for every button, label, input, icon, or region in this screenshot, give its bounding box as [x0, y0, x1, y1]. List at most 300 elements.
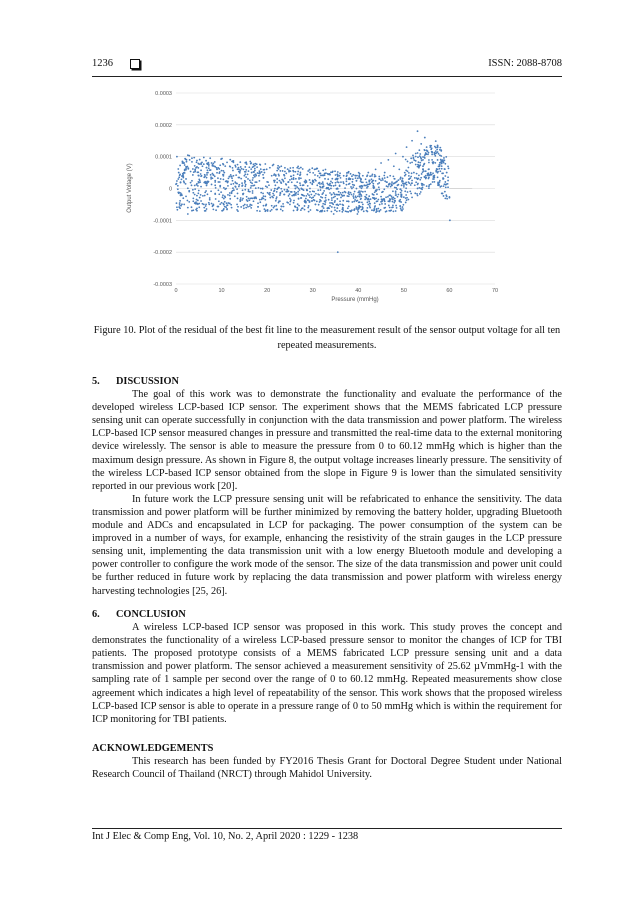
data-point	[271, 196, 273, 198]
data-point	[362, 204, 364, 206]
data-point	[262, 188, 264, 190]
data-point	[176, 202, 178, 204]
data-point	[279, 180, 281, 182]
data-point	[226, 202, 228, 204]
data-point	[179, 174, 181, 176]
data-point	[253, 171, 255, 173]
data-point	[287, 168, 289, 170]
data-point	[437, 176, 439, 178]
data-point	[273, 194, 275, 196]
data-point	[264, 199, 266, 201]
data-point	[347, 207, 349, 209]
data-point	[400, 177, 402, 179]
data-point	[354, 191, 356, 193]
data-point	[421, 184, 423, 186]
data-point	[325, 194, 327, 196]
data-point	[444, 175, 446, 177]
data-point	[190, 171, 192, 173]
data-point	[402, 178, 404, 180]
data-point	[321, 183, 323, 185]
data-point	[238, 167, 240, 169]
data-point	[260, 188, 262, 190]
data-point	[299, 182, 301, 184]
data-point	[346, 180, 348, 182]
data-point	[278, 187, 280, 189]
data-point	[226, 209, 228, 211]
data-point	[329, 202, 331, 204]
data-point	[259, 180, 261, 182]
data-point	[449, 197, 451, 199]
data-point	[344, 187, 346, 189]
data-point	[387, 176, 389, 178]
discussion-title: DISCUSSION	[116, 376, 179, 387]
data-point	[176, 206, 178, 208]
data-point	[231, 207, 233, 209]
data-point	[198, 182, 200, 184]
data-point	[274, 190, 276, 192]
data-point	[342, 200, 344, 202]
data-point	[246, 163, 248, 165]
data-point	[296, 209, 298, 211]
data-point	[275, 200, 277, 202]
data-point	[322, 186, 324, 188]
data-point	[175, 183, 177, 185]
data-point	[187, 213, 189, 215]
data-point	[240, 166, 242, 168]
data-point	[411, 182, 413, 184]
data-point	[233, 175, 235, 177]
data-point	[229, 198, 231, 200]
data-point	[368, 195, 370, 197]
data-point	[284, 194, 286, 196]
data-point	[179, 202, 181, 204]
data-point	[218, 172, 220, 174]
data-point	[357, 208, 359, 210]
x-tick-label: 20	[264, 288, 271, 294]
data-point	[382, 191, 384, 193]
data-point	[217, 189, 219, 191]
data-point	[232, 167, 234, 169]
data-point	[187, 187, 189, 189]
data-point	[330, 181, 332, 183]
data-point	[400, 207, 402, 209]
data-point	[258, 187, 260, 189]
data-point	[397, 196, 399, 198]
data-point	[435, 150, 437, 152]
data-point	[369, 205, 371, 207]
data-point	[272, 165, 274, 167]
data-point	[219, 185, 221, 187]
data-point	[400, 188, 402, 190]
data-point	[428, 169, 430, 171]
data-point	[391, 195, 393, 197]
data-point	[227, 185, 229, 187]
data-point	[376, 210, 378, 212]
data-point	[361, 181, 363, 183]
data-point	[415, 160, 417, 162]
data-point	[209, 157, 211, 159]
data-point	[179, 165, 181, 167]
data-point	[364, 198, 366, 200]
data-point	[404, 183, 406, 185]
data-point	[439, 181, 441, 183]
data-point	[198, 206, 200, 208]
data-point	[246, 196, 248, 198]
data-point	[297, 193, 299, 195]
data-point	[348, 183, 350, 185]
data-point	[229, 176, 231, 178]
data-point	[294, 205, 296, 207]
data-point	[256, 166, 258, 168]
data-point	[308, 211, 310, 213]
data-point	[392, 210, 394, 212]
data-point	[392, 175, 394, 177]
data-point	[442, 172, 444, 174]
data-point	[205, 160, 207, 162]
data-point	[192, 192, 194, 194]
data-point	[247, 206, 249, 208]
data-point	[201, 175, 203, 177]
data-point	[327, 207, 329, 209]
data-point	[406, 146, 408, 148]
data-point	[301, 208, 303, 210]
data-point	[339, 184, 341, 186]
y-tick-label: 0.0002	[155, 122, 172, 129]
data-point	[431, 159, 433, 161]
data-point	[244, 173, 246, 175]
data-point	[263, 169, 265, 171]
data-point	[442, 178, 444, 180]
data-point	[378, 178, 380, 180]
data-point	[295, 185, 297, 187]
data-point	[348, 195, 350, 197]
data-point	[279, 166, 281, 168]
data-point	[298, 205, 300, 207]
data-point	[178, 172, 180, 174]
data-point	[298, 198, 300, 200]
data-point	[418, 174, 420, 176]
data-point	[254, 170, 256, 172]
data-point	[248, 198, 250, 200]
data-point	[276, 178, 278, 180]
data-point	[380, 179, 382, 181]
data-point	[259, 210, 261, 212]
data-point	[417, 156, 419, 158]
data-point	[336, 210, 338, 212]
data-point	[420, 158, 422, 160]
data-point	[237, 198, 239, 200]
data-point	[188, 190, 190, 192]
data-point	[288, 169, 290, 171]
data-point	[259, 201, 261, 203]
data-point	[296, 207, 298, 209]
data-point	[406, 199, 408, 201]
data-point	[250, 207, 252, 209]
data-point	[309, 201, 311, 203]
data-point	[207, 181, 209, 183]
data-point	[300, 173, 302, 175]
data-point	[430, 148, 432, 150]
data-point	[366, 182, 368, 184]
data-point	[405, 197, 407, 199]
data-point	[360, 190, 362, 192]
data-point	[374, 202, 376, 204]
data-point	[404, 175, 406, 177]
data-point	[189, 159, 191, 161]
data-point	[205, 203, 207, 205]
data-point	[444, 183, 446, 185]
data-point	[328, 199, 330, 201]
data-point	[242, 198, 244, 200]
data-point	[353, 193, 355, 195]
data-point	[412, 154, 414, 156]
data-point	[278, 175, 280, 177]
data-point	[385, 196, 387, 198]
data-point	[318, 204, 320, 206]
data-point	[384, 203, 386, 205]
data-point	[373, 210, 375, 212]
data-point	[382, 178, 384, 180]
data-point	[218, 168, 220, 170]
data-point	[387, 159, 389, 161]
data-point	[192, 197, 194, 199]
data-point	[428, 177, 430, 179]
data-point	[208, 167, 210, 169]
data-point	[388, 194, 390, 196]
data-point	[361, 186, 363, 188]
data-point	[186, 161, 188, 163]
data-point	[324, 200, 326, 202]
data-point	[265, 204, 267, 206]
data-point	[305, 198, 307, 200]
data-point	[205, 205, 207, 207]
conclusion-heading	[92, 608, 562, 621]
data-point	[229, 159, 231, 161]
data-point	[440, 162, 442, 164]
data-point	[317, 189, 319, 191]
data-point	[384, 177, 386, 179]
data-point	[447, 165, 449, 167]
data-point	[351, 181, 353, 183]
data-point	[207, 162, 209, 164]
data-point	[274, 173, 276, 175]
data-point	[212, 205, 214, 207]
data-point	[285, 183, 287, 185]
data-point	[237, 206, 239, 208]
page-header	[92, 58, 562, 74]
data-point	[355, 175, 357, 177]
data-point	[275, 198, 277, 200]
data-point	[255, 175, 257, 177]
data-point	[367, 184, 369, 186]
data-point	[184, 170, 186, 172]
data-point	[329, 205, 331, 207]
data-point	[394, 198, 396, 200]
data-point	[237, 193, 239, 195]
data-point	[192, 168, 194, 170]
data-point	[196, 210, 198, 212]
data-point	[197, 163, 199, 165]
data-point	[340, 181, 342, 183]
data-point	[282, 210, 284, 212]
data-point	[232, 187, 234, 189]
data-point	[437, 183, 439, 185]
data-point	[208, 165, 210, 167]
data-point	[208, 203, 210, 205]
data-point	[443, 195, 445, 197]
data-point	[257, 202, 259, 204]
data-point	[273, 207, 275, 209]
data-point	[347, 211, 349, 213]
data-point	[191, 184, 193, 186]
data-point	[339, 175, 341, 177]
data-point	[324, 210, 326, 212]
data-point	[336, 181, 338, 183]
data-point	[194, 165, 196, 167]
data-point	[331, 211, 333, 213]
data-point	[212, 173, 214, 175]
data-point	[245, 184, 247, 186]
data-point	[410, 193, 412, 195]
data-point	[280, 208, 282, 210]
y-axis-title: Output Voltage (V)	[127, 163, 133, 213]
data-point	[313, 191, 315, 193]
data-point	[356, 206, 358, 208]
data-point	[375, 169, 377, 171]
data-point	[393, 202, 395, 204]
data-point	[280, 188, 282, 190]
data-point	[349, 210, 351, 212]
data-point	[425, 170, 427, 172]
data-point	[263, 177, 265, 179]
data-point	[229, 165, 231, 167]
data-point	[307, 207, 309, 209]
data-point	[228, 202, 230, 204]
data-point	[322, 169, 324, 171]
data-point	[200, 194, 202, 196]
data-point	[431, 174, 433, 176]
data-point	[177, 188, 179, 190]
data-point	[203, 207, 205, 209]
data-point	[297, 203, 299, 205]
data-point	[323, 190, 325, 192]
data-point	[310, 209, 312, 211]
data-point	[405, 187, 407, 189]
data-point	[296, 186, 298, 188]
data-point	[229, 192, 231, 194]
data-point	[359, 196, 361, 198]
data-point	[351, 188, 353, 190]
data-point	[410, 184, 412, 186]
data-point	[445, 186, 447, 188]
data-point	[196, 161, 198, 163]
data-point	[392, 206, 394, 208]
data-point	[195, 201, 197, 203]
data-point	[288, 190, 290, 192]
data-point	[210, 169, 212, 171]
data-point	[255, 187, 257, 189]
data-point	[417, 152, 419, 154]
data-point	[214, 180, 216, 182]
data-point	[248, 166, 250, 168]
data-point	[184, 158, 186, 160]
data-point	[262, 197, 264, 199]
data-point	[270, 189, 272, 191]
data-point	[276, 196, 278, 198]
data-point	[342, 207, 344, 209]
data-point	[367, 172, 369, 174]
data-point	[245, 207, 247, 209]
data-point	[243, 193, 245, 195]
data-point	[199, 159, 201, 161]
footer-citation: Int J Elec & Comp Eng, Vol. 10, No. 2, April 2020 : 1229 - 1238	[92, 831, 359, 842]
data-point	[227, 204, 229, 206]
data-point	[437, 159, 439, 161]
data-point	[408, 167, 410, 169]
data-point	[264, 172, 266, 174]
data-point	[415, 181, 417, 183]
data-point	[241, 168, 243, 170]
data-point	[367, 201, 369, 203]
data-point	[404, 172, 406, 174]
data-point	[238, 184, 240, 186]
data-point	[274, 180, 276, 182]
data-point	[178, 176, 180, 178]
data-point	[187, 168, 189, 170]
data-point	[289, 193, 291, 195]
header-divider	[92, 76, 562, 77]
data-point	[424, 137, 426, 139]
data-point	[234, 195, 236, 197]
data-point	[372, 183, 374, 185]
data-point	[346, 172, 348, 174]
data-point	[419, 193, 421, 195]
data-point	[311, 200, 313, 202]
data-point	[239, 199, 241, 201]
data-point	[435, 171, 437, 173]
data-point	[443, 157, 445, 159]
data-point	[357, 195, 359, 197]
data-point	[186, 159, 188, 161]
data-point	[282, 203, 284, 205]
data-point	[353, 184, 355, 186]
data-point	[410, 157, 412, 159]
data-point	[325, 169, 327, 171]
data-point	[198, 190, 200, 192]
data-point	[328, 188, 330, 190]
data-point	[403, 184, 405, 186]
data-point	[415, 164, 417, 166]
data-point	[392, 183, 394, 185]
y-tick-label: 0	[168, 186, 172, 193]
data-point	[276, 170, 278, 172]
data-point	[192, 174, 194, 176]
data-point	[206, 174, 208, 176]
data-point	[186, 166, 188, 168]
data-point	[232, 170, 234, 172]
data-point	[309, 188, 311, 190]
data-point	[433, 175, 435, 177]
data-point	[304, 209, 306, 211]
x-tick-label: 70	[491, 288, 499, 294]
data-point	[395, 190, 397, 192]
data-point	[305, 179, 307, 181]
data-point	[342, 195, 344, 197]
data-point	[369, 203, 371, 205]
data-point	[391, 184, 393, 186]
data-point	[254, 168, 256, 170]
data-point	[446, 172, 448, 174]
